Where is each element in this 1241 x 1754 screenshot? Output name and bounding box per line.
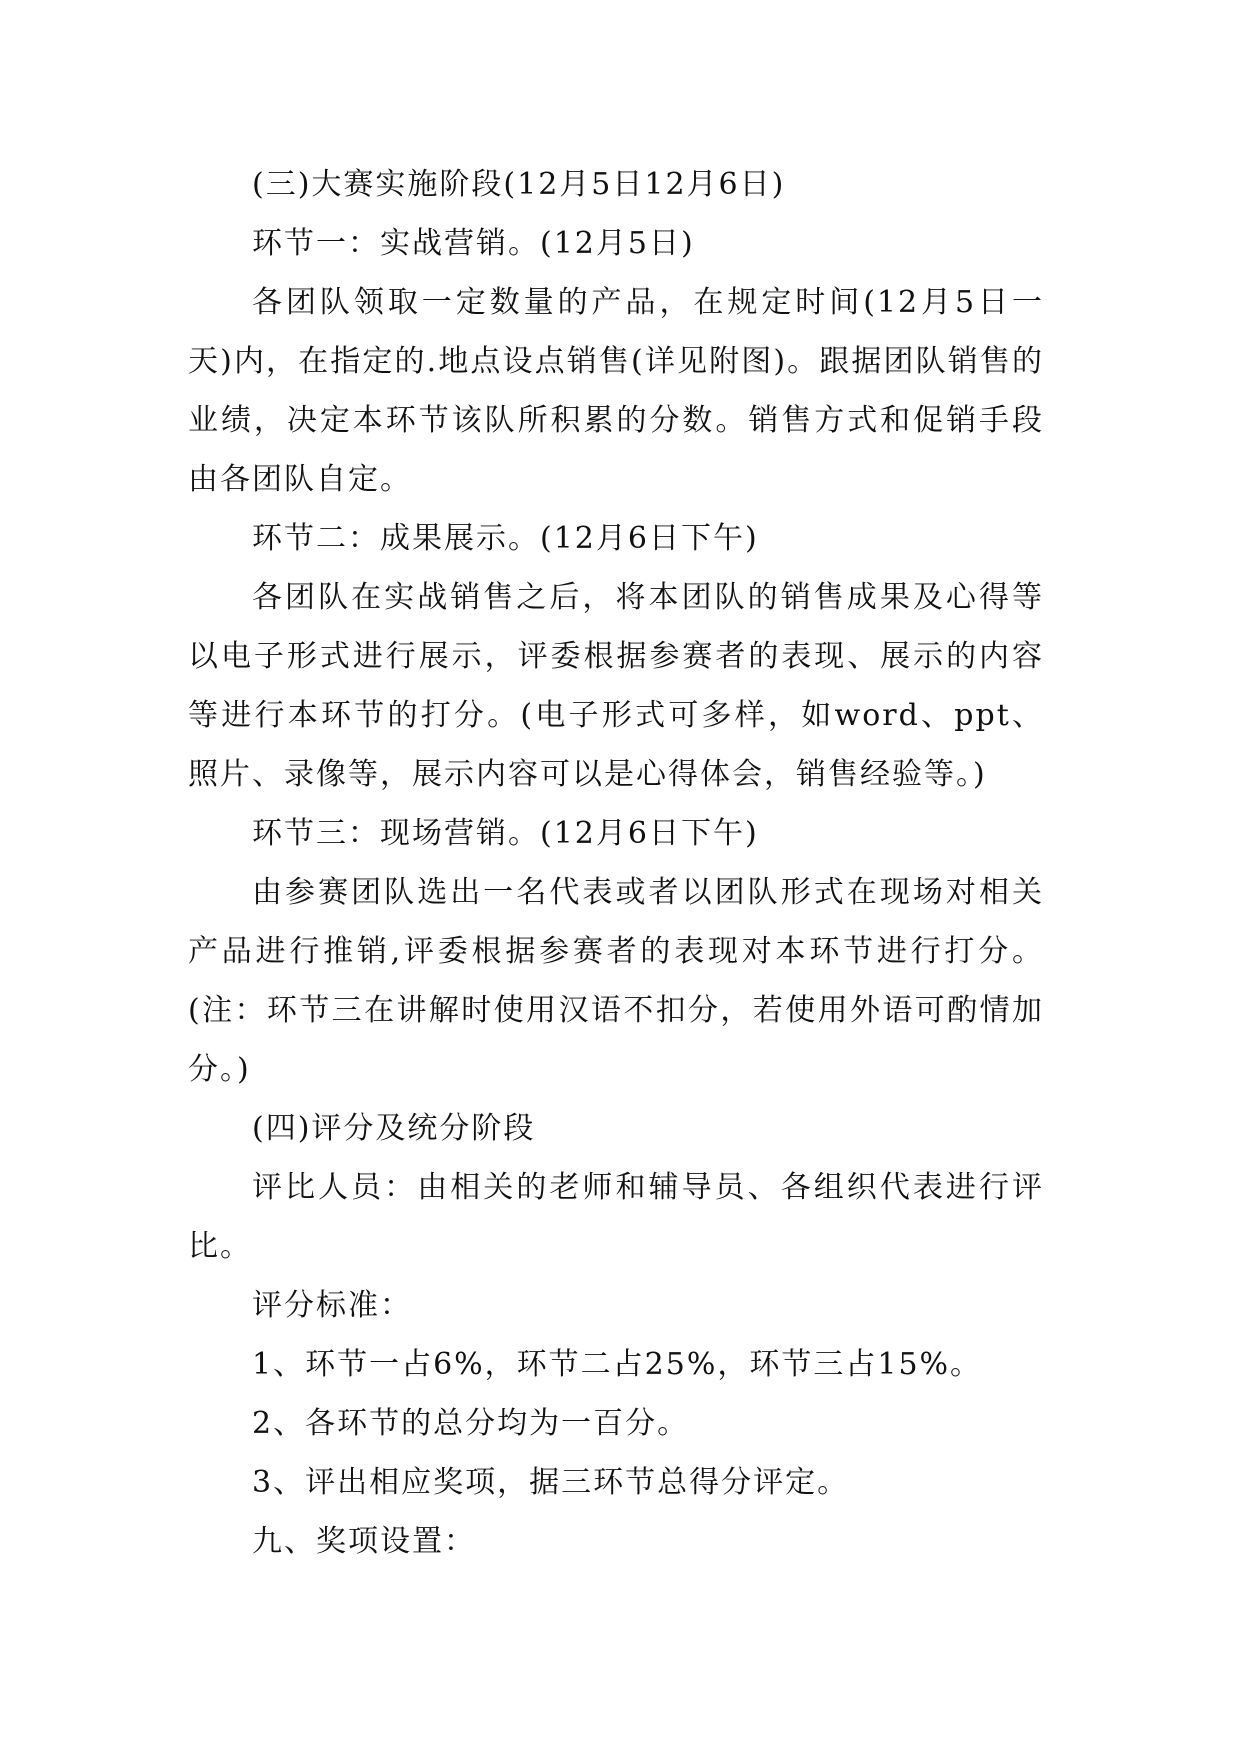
- criteria-item-2: 2、各环节的总分均为一百分。: [252, 1406, 690, 1441]
- section-heading-awards: 九、奖项设置：: [252, 1524, 476, 1559]
- stage-two-description: 各团队在实战销售之后，将本团队的销售成果及心得等以电子形式进行展示，评委根据参赛者的表现、展示的内容等进行本环节的打分。(电子形式可多样，如word、ppt、照片、录像等，展示内容可以是心得体会，销售经验等。): [188, 580, 1044, 792]
- judges-paragraph: 评比人员：由相关的老师和辅导员、各组织代表进行评比。: [188, 1170, 1044, 1264]
- stage-three-description: 由参赛团队选出一名代表或者以团队形式在现场对相关产品进行推销,评委根据参赛者的表现对本环节进行打分。(注：环节三在讲解时使用汉语不扣分，若使用外语可酌情加分。): [188, 875, 1044, 1087]
- criteria-item-1: 1、环节一占6%，环节二占25%，环节三占15%。: [252, 1347, 983, 1382]
- stage-one-description: 各团队领取一定数量的产品，在规定时间(12月5日一天)内，在指定的.地点设点销售(详见附图)。跟据团队销售的业绩，决定本环节该队所积累的分数。销售方式和促销手段由各团队自定。: [188, 285, 1044, 497]
- stage-three-heading: 环节三：现场营销。(12月6日下午): [252, 816, 759, 851]
- document-body: [188, 155, 1044, 1571]
- stage-one-heading: 环节一：实战营销。(12月5日): [252, 226, 695, 261]
- scoring-criteria-heading: 评分标准：: [252, 1288, 412, 1323]
- stage-two-heading: 环节二：成果展示。(12月6日下午): [252, 521, 759, 556]
- criteria-item-3: 3、评出相应奖项，据三环节总得分评定。: [252, 1465, 850, 1500]
- section-heading-implementation: (三)大赛实施阶段(12月5日12月6日): [252, 167, 786, 202]
- section-heading-scoring: (四)评分及统分阶段: [252, 1111, 536, 1146]
